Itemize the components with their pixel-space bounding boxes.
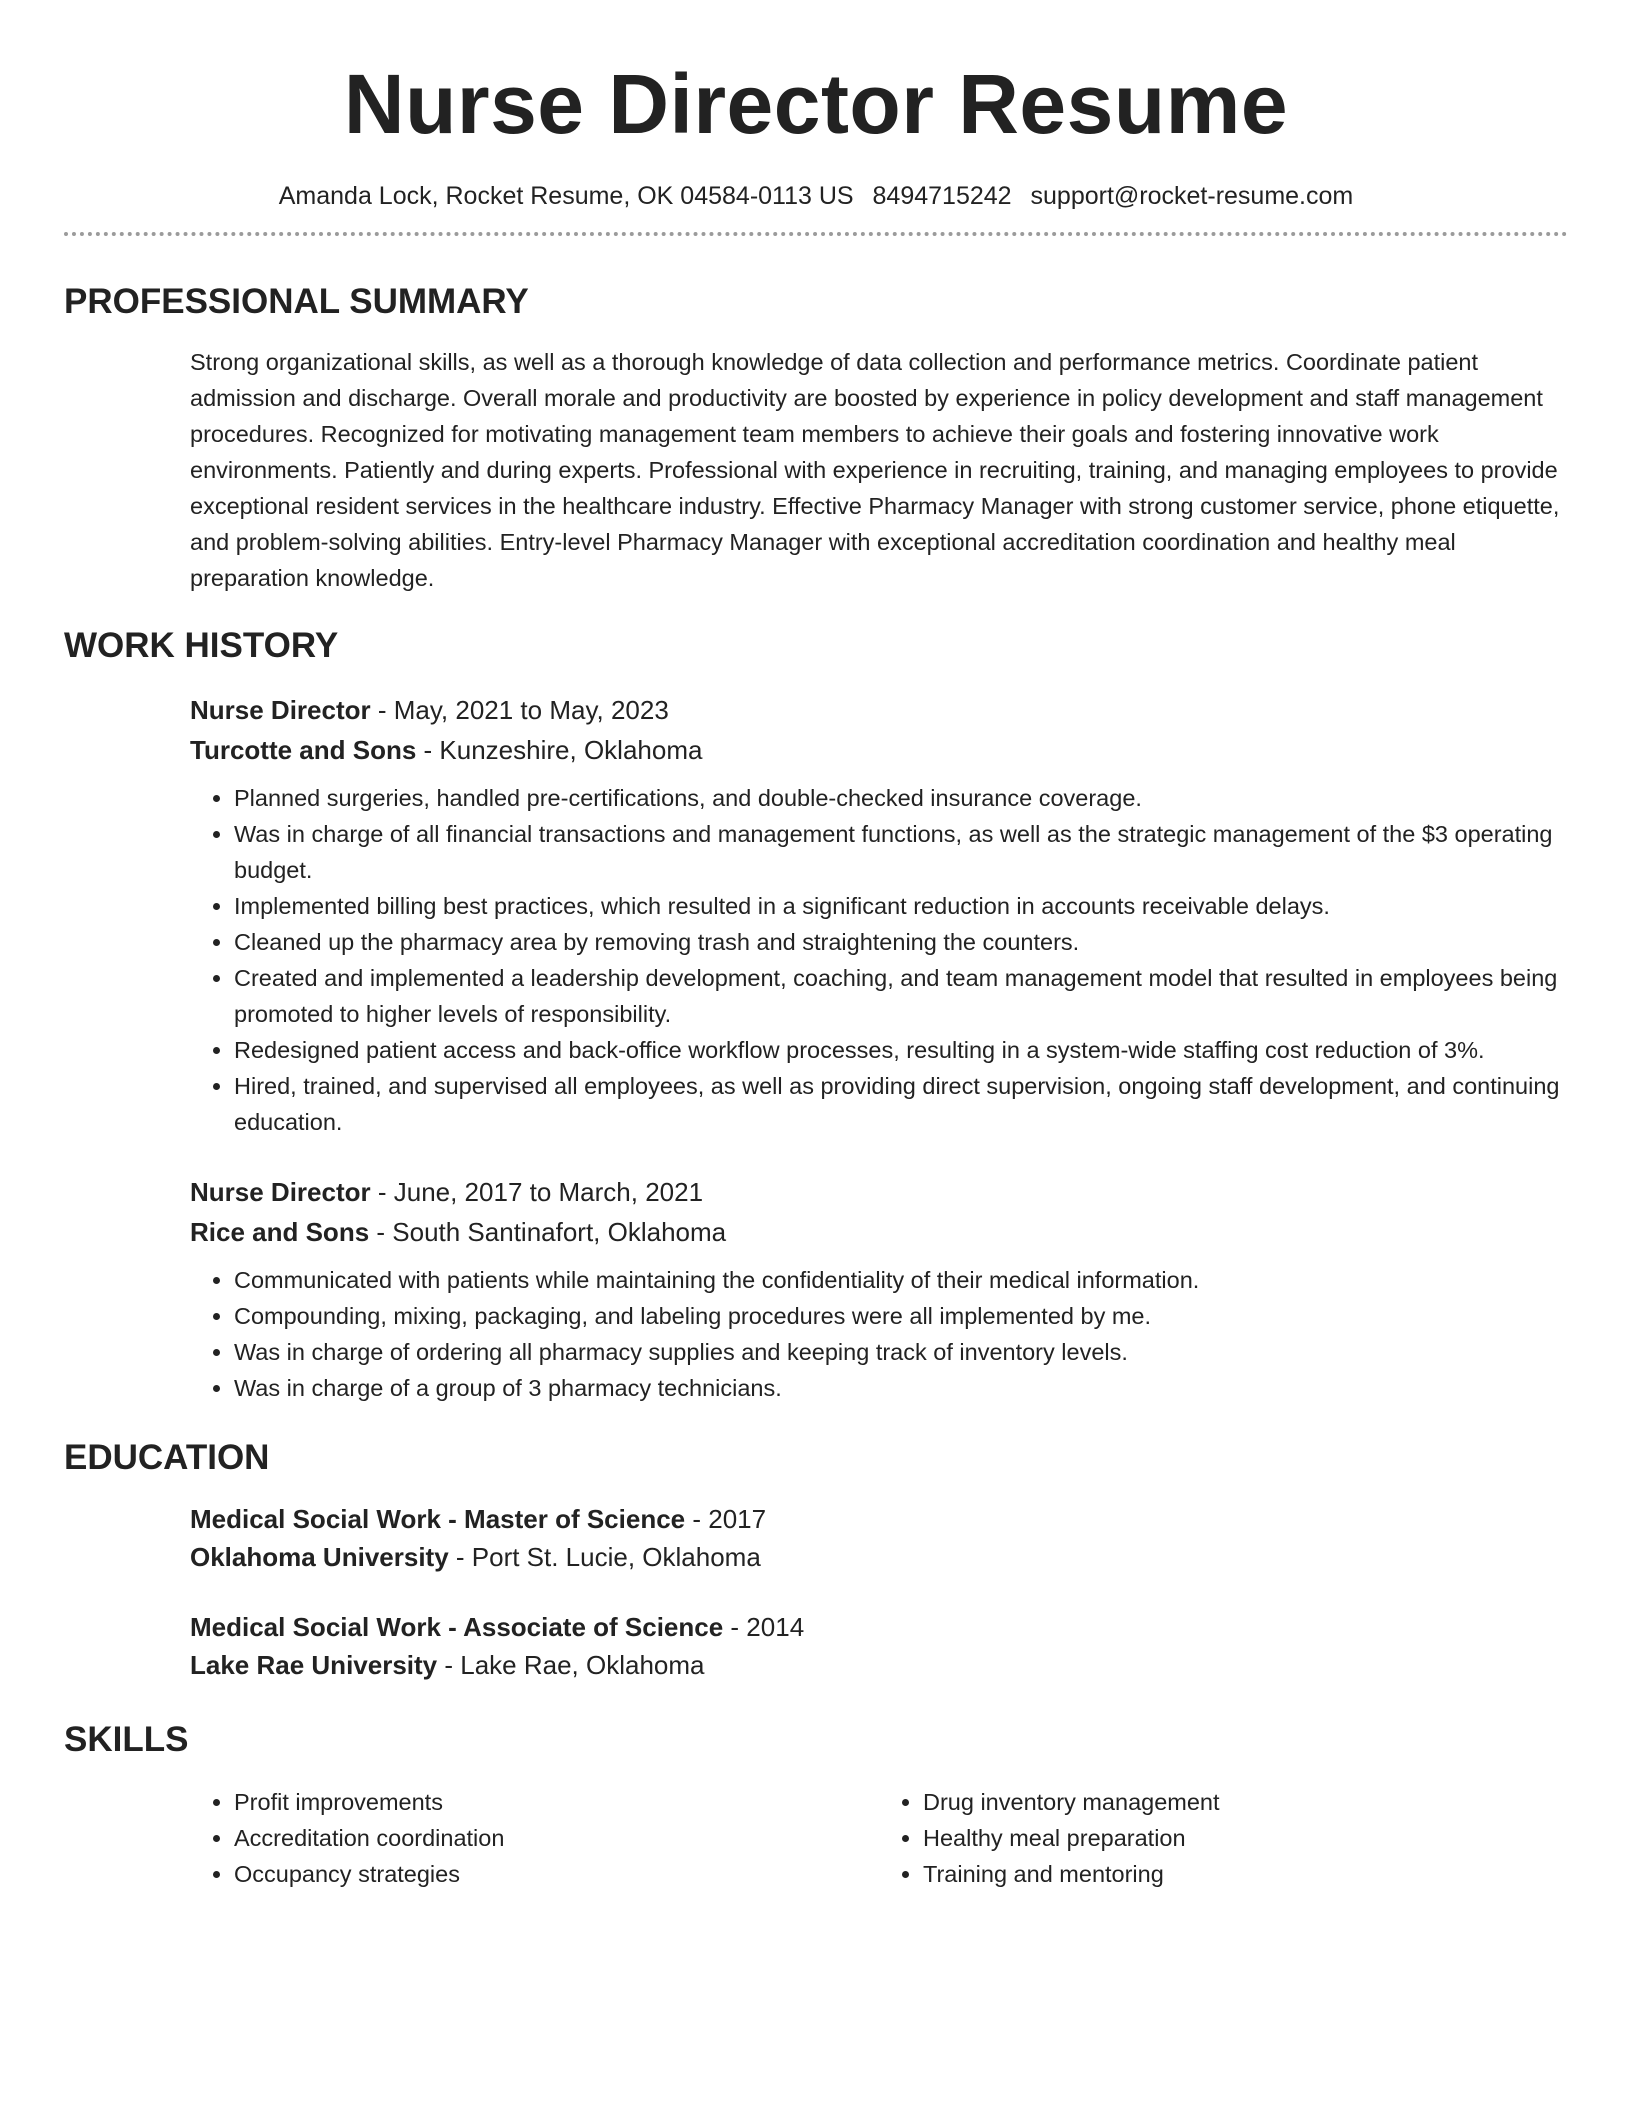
list-item: • Was in charge of ordering all pharmacy supplies and keeping track of inventory levels. [234,1334,1568,1370]
school-location: - Lake Rae, Oklahoma [437,1650,705,1680]
job-bullets [190,780,1568,1140]
job-title-line [190,690,1568,730]
school-location: - Port St. Lucie, Oklahoma [448,1542,761,1572]
degree: Medical Social Work - Master of Science [190,1504,686,1534]
school: Oklahoma University [190,1542,449,1572]
work-history-heading: WORK HISTORY [64,626,339,665]
list-item: • Occupancy strategies [234,1856,879,1892]
job-company-line [190,1212,1568,1252]
degree-line [190,1608,1568,1646]
skills-list [190,1784,1568,1892]
school-line [190,1646,1568,1684]
degree-year: - 2017 [685,1504,767,1534]
degree-line [190,1500,1568,1538]
list-item: • Profit improvements [234,1784,879,1820]
skills-heading: SKILLS [64,1720,189,1759]
job-title-line [190,1172,1568,1212]
list-item: • Training and mentoring [923,1856,1568,1892]
list-item: • Drug inventory management [923,1784,1568,1820]
job-company: Turcotte and Sons [190,735,417,765]
contact-email: support@rocket-resume.com [1030,182,1354,210]
list-item: • Communicated with patients while maintaining the confidentiality of their medical information. [234,1262,1568,1298]
degree: Medical Social Work - Associate of Science [190,1612,724,1642]
degree-year: - 2014 [723,1612,805,1642]
job-company: Rice and Sons [190,1217,370,1247]
list-item: • Redesigned patient access and back-office workflow processes, resulting in a system-wide staffing cost reduction of 3%. [234,1032,1568,1068]
job-company-line [190,730,1568,770]
list-item: • Was in charge of all financial transactions and management functions, as well as the strategic management of the $3 operating budget. [234,816,1568,888]
job-entry [190,1172,1568,1406]
list-item: • Cleaned up the pharmacy area by removing trash and straightening the counters. [234,924,1568,960]
list-item: • Was in charge of a group of 3 pharmacy technicians. [234,1370,1568,1406]
header-divider [64,232,1568,236]
education-entry [190,1500,1568,1576]
education-heading: EDUCATION [64,1438,270,1477]
job-role: Nurse Director [190,1177,371,1207]
job-bullets [190,1262,1568,1406]
list-item: • Compounding, mixing, packaging, and labeling procedures were all implemented by me. [234,1298,1568,1334]
job-role: Nurse Director [190,695,371,725]
summary-text: Strong organizational skills, as well as a thorough knowledge of data collection and performance metrics. Coordinate patient admission and discharge. Overall morale and productivity are boosted by experience in policy development and staff management procedures. Recognized for motivating management team members to achieve their goals and fostering innovative work environments. Patiently and during experts. Professional with experience in recruiting, training, and managing employees to provide exceptional resident services in the healthcare industry. Effective Pharmacy Manager with strong customer service, phone etiquette, and problem-solving abilities. Entry-level Pharmacy Manager with exceptional accreditation coordination and healthy meal preparation knowledge. [190,349,1560,591]
job-dates: - May, 2021 to May, 2023 [370,695,669,725]
contact-address: Amanda Lock, Rocket Resume, OK 04584-0113 US [278,182,854,210]
list-item: • Hired, trained, and supervised all employees, as well as providing direct supervision, ongoing staff development, and continuing education. [234,1068,1568,1140]
list-item: • Implemented billing best practices, which resulted in a significant reduction in accounts receivable delays. [234,888,1568,924]
school-line [190,1538,1568,1576]
contact-phone: 8494715242 [872,182,1012,210]
job-location: - Kunzeshire, Oklahoma [416,735,703,765]
contact-line [64,180,1568,212]
summary-heading: PROFESSIONAL SUMMARY [64,282,529,321]
school: Lake Rae University [190,1650,438,1680]
list-item: • Planned surgeries, handled pre-certifications, and double-checked insurance coverage. [234,780,1568,816]
skills-column-left [190,1784,879,1892]
job-location: - South Santinafort, Oklahoma [369,1217,727,1247]
list-item: • Healthy meal preparation [923,1820,1568,1856]
list-item: • Created and implemented a leadership development, coaching, and team management model that resulted in employees being promoted to higher levels of responsibility. [234,960,1568,1032]
resume-title: Nurse Director Resume [343,57,1289,151]
list-item: • Accreditation coordination [234,1820,879,1856]
education-entry [190,1608,1568,1684]
skills-column-right [879,1784,1568,1892]
job-dates: - June, 2017 to March, 2021 [370,1177,704,1207]
job-entry [190,690,1568,1140]
